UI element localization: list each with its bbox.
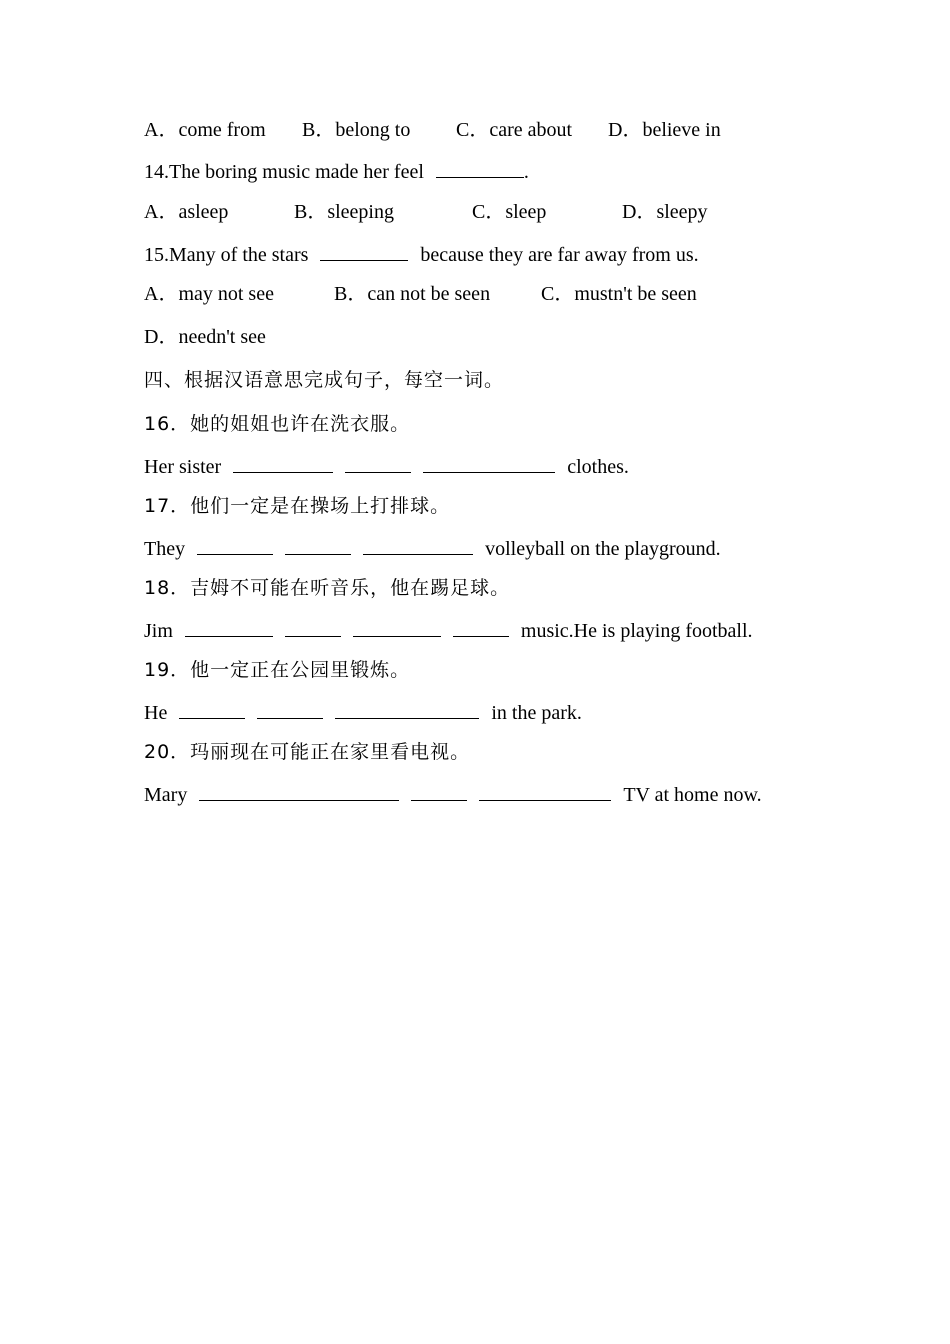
q19-blank-2[interactable] [257,698,323,719]
q14-blank[interactable] [436,157,524,178]
q20-blank-1[interactable] [199,780,399,801]
q16-blank-2[interactable] [345,452,411,473]
q19-blank-3[interactable] [335,698,479,719]
q16-before: Her sister [144,456,222,478]
q18-chinese: 18．吉姆不可能在听音乐，他在踢足球。 [144,577,511,599]
q16-blank-1[interactable] [233,452,333,473]
q14-stem [144,157,529,185]
q15-blank[interactable] [320,240,408,261]
q13-option-a: A．come from [144,119,266,141]
q15-stem-after: because they are far away from us. [420,244,699,266]
q19-after: in the park. [491,702,582,724]
q17-blank-3[interactable] [363,534,473,555]
section4-title: 四、根据汉语意思完成句子，每空一词。 [144,369,505,391]
q13-option-d: D．believe in [608,119,721,141]
q18-sentence [144,616,753,644]
q19-blank-1[interactable] [179,698,245,719]
q18-blank-2[interactable] [285,616,341,637]
q16-sentence [144,452,629,480]
q16-chinese: 16．她的姐姐也许在洗衣服。 [144,413,411,435]
q20-blank-3[interactable] [479,780,611,801]
q17-before: They [144,538,186,560]
q15-option-a: A．may not see [144,283,274,305]
q18-after: music.He is playing football. [520,620,753,642]
q13-option-b: B．belong to [302,119,411,141]
q15-option-d: D．needn't see [144,326,266,348]
q16-blank-3[interactable] [423,452,555,473]
q18-blank-3[interactable] [353,616,441,637]
q14-option-d: D．sleepy [622,201,708,223]
q17-after: volleyball on the playground. [485,538,721,560]
q20-after: TV at home now. [623,784,762,806]
q14-option-b: B．sleeping [294,201,394,223]
q15-option-c: C．mustn't be seen [541,283,697,305]
q17-blank-1[interactable] [197,534,273,555]
q13-option-c: C．care about [456,119,573,141]
q20-before: Mary [144,784,188,806]
q19-chinese: 19．他一定正在公园里锻炼。 [144,659,411,681]
q18-blank-4[interactable] [453,616,509,637]
q16-after: clothes. [567,456,629,478]
q14-option-a: A．asleep [144,201,229,223]
q15-option-b: B．can not be seen [334,283,491,305]
q20-blank-2[interactable] [411,780,467,801]
q17-chinese: 17．他们一定是在操场上打排球。 [144,495,451,517]
q17-blank-2[interactable] [285,534,351,555]
q14-option-c: C．sleep [472,201,547,223]
q14-stem-text: 14.The boring music made her feel [144,161,424,183]
q20-chinese: 20．玛丽现在可能正在家里看电视。 [144,741,471,763]
q18-before: Jim [144,620,173,642]
q15-stem-before: 15.Many of the stars [144,244,309,266]
q19-before: He [144,702,168,724]
q14-stem-end: . [523,161,529,183]
q17-sentence [144,534,721,562]
q15-stem [144,240,699,268]
q15-options-row2 [144,323,266,351]
q18-blank-1[interactable] [185,616,273,637]
q20-sentence [144,780,762,808]
q19-sentence [144,698,582,726]
